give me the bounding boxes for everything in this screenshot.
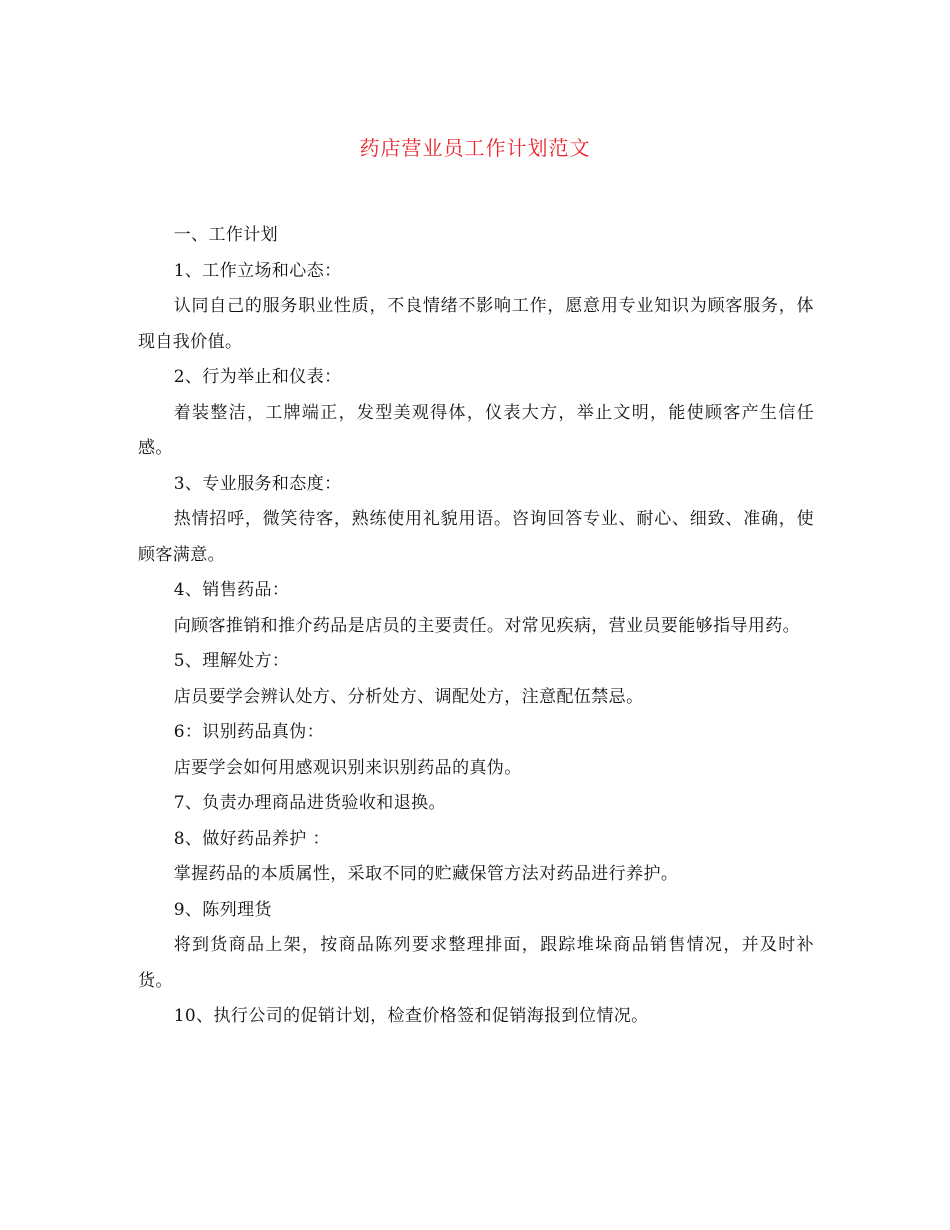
paragraph: 向顾客推销和推介药品是店员的主要责任。对常见疾病，营业员要能够指导用药。 xyxy=(173,615,801,636)
paragraph: 店要学会如何用感观识别来识别药品的真伪。 xyxy=(173,757,522,778)
paragraph: 店员要学会辨认处方、分析处方、调配处方，注意配伍禁忌。 xyxy=(173,686,644,707)
paragraph: 一、工作计划 xyxy=(173,225,279,245)
paragraph: 将到货商品上架，按商品陈列要求整理排面，跟踪堆垛商品销售情况，并及时补货。 xyxy=(138,935,814,991)
paragraph: 2、行为举止和仪表： xyxy=(173,367,342,387)
paragraph: 热情招呼，微笑待客，熟练使用礼貌用语。咨询回答专业、耐心、细致、准确，使顾客满意。 xyxy=(138,509,814,565)
paragraph: 3、专业服务和态度： xyxy=(173,473,342,494)
paragraph: 10、执行公司的促销计划，检查价格签和促销海报到位情况。 xyxy=(173,1006,649,1026)
paragraph: 5、理解处方： xyxy=(173,651,290,671)
paragraph: 7、负责办理商品进货验收和退换。 xyxy=(173,793,446,813)
paragraph: 6：识别药品真伪： xyxy=(173,722,325,742)
paragraph: 认同自己的服务职业性质，不良情绪不影响工作，愿意用专业知识为顾客服务，体现自我价值。 xyxy=(138,296,814,352)
paragraph: 着装整洁，工牌端正，发型美观得体，仪表大方，举止文明，能使顾客产生信任感。 xyxy=(138,402,814,458)
paragraph: 4、销售药品： xyxy=(173,580,290,600)
paragraph: 8、做好药品养护 ： xyxy=(173,828,330,849)
paragraph: 1、工作立场和心态： xyxy=(173,260,342,281)
document-title: 药店营业员工作计划范文 xyxy=(359,136,591,160)
document-body xyxy=(138,218,814,1035)
paragraph: 9、陈列理货 xyxy=(173,899,272,920)
paragraph: 掌握药品的本质属性，采取不同的贮藏保管方法对药品进行养护。 xyxy=(173,864,679,884)
